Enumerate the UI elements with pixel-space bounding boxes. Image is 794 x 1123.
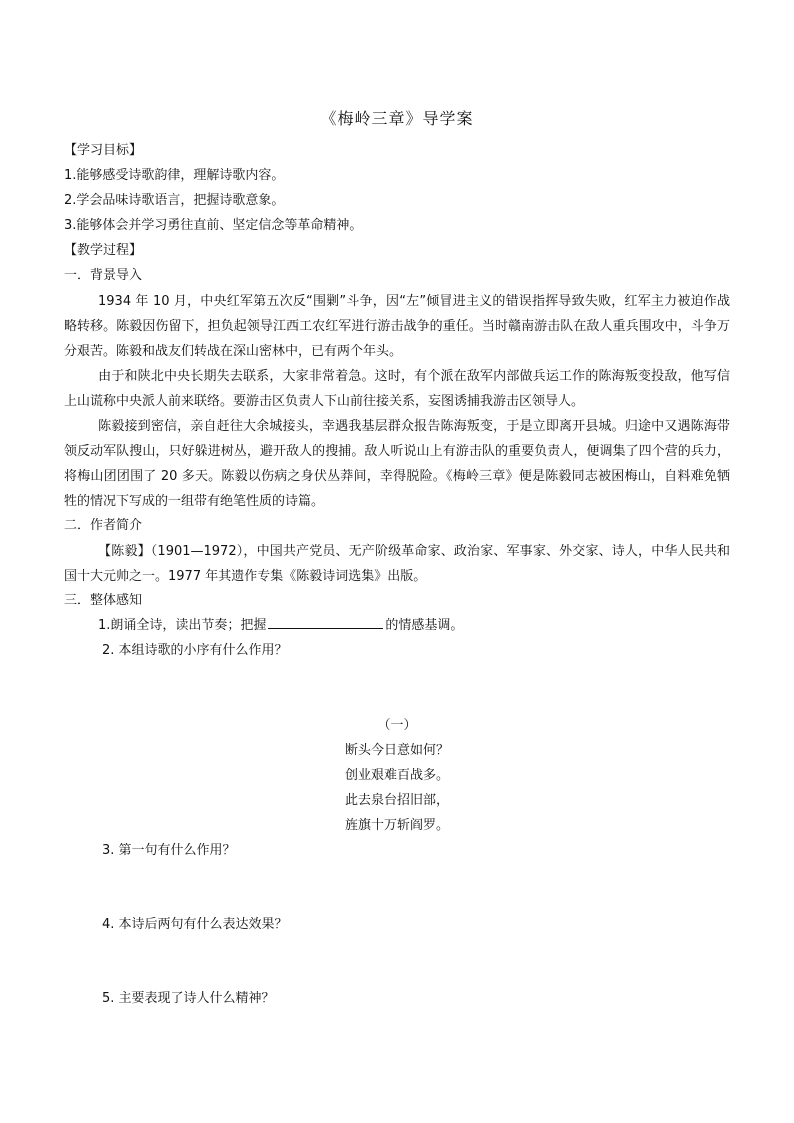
question-3: 3. 第一句有什么作用？ (102, 843, 236, 858)
goal-item-2: 2.学会品味诗歌语言，把握诗歌意象。 (64, 193, 285, 208)
goals-heading: 【学习目标】 (64, 143, 143, 158)
background-paragraph-2-text: 由于和陕北中央长期失去联系，大家非常着急。这时，有个派在敌军内部做兵运工作的陈海叛变投敌，他写信上山谎称中央派人前来联络。要游击区负责人下山前往接关系，妄图诱捕我游击区领导人。 (64, 369, 730, 409)
question-1-suffix: 的情感基调。 (385, 618, 464, 633)
background-paragraph-3 (64, 414, 730, 514)
poem-number: （一） (377, 718, 417, 733)
author-name-label: 【陈毅】 (98, 544, 151, 559)
question-1-prefix: 1.朗诵全诗，读出节奏；把握 (98, 618, 267, 633)
author-bio-text: （1901—1972），中国共产党员、无产阶级革命家、政治家、军事家、外交家、诗人，中华人民共和国十大元帅之一。1977 年其遗作专集《陈毅诗词选集》出版。 (64, 544, 730, 584)
page-title: 《梅岭三章》导学案 (320, 109, 474, 128)
poem-line-2: 创业艰难百战多。 (344, 768, 449, 783)
question-4: 4. 本诗后两句有什么表达效果？ (102, 917, 288, 932)
background-paragraph-1 (64, 289, 730, 364)
section2-heading: 二．作者简介 (64, 518, 143, 533)
goal-item-3: 3.能够体会并学习勇往直前、坚定信念等革命精神。 (64, 218, 363, 233)
question-2: 2. 本组诗歌的小序有什么作用？ (102, 643, 288, 658)
poem-line-4: 旌旗十万斩阎罗。 (344, 818, 449, 833)
background-paragraph-1-text: 1934 年 10 月，中央红军第五次反“围剿”斗争，因“左”倾冒进主义的错误指挥导致失败，红军主力被迫作战略转移。陈毅因伤留下，担负起领导江西工农红军进行游击战争的重任。当时赣南游击队在敌人重兵围攻中，斗争万分艰苦。陈毅和战友们转战在深山密林中，已有两个年头。 (64, 294, 730, 359)
background-paragraph-3-text: 陈毅接到密信，亲自赶往大余城接头，幸遇我基层群众报告陈海叛变，于是立即离开县城。归途中又遇陈海带领反动军队搜山，只好躲进树丛，避开敌人的搜捕。敌人听说山上有游击队的重要负责人，便调集了四个营的兵力，将梅山团团围了 20 多天。陈毅以伤病之身伏丛莽间，幸得脱险。《梅岭三章》便是陈毅同志被困梅山，自料难免牺牲的情况下写成的一组带有绝笔性质的诗篇。 (64, 419, 730, 509)
background-paragraph-2 (64, 364, 730, 414)
poem-line-1: 断头今日意如何？ (344, 743, 449, 758)
goal-item-1: 1.能够感受诗歌韵律，理解诗歌内容。 (64, 168, 285, 183)
section3-heading: 三．整体感知 (64, 593, 143, 608)
author-bio (64, 539, 730, 589)
poem (0, 738, 794, 838)
poem-line-3: 此去泉台招旧部， (344, 793, 449, 808)
process-heading: 【教学过程】 (64, 243, 143, 258)
section1-heading: 一．背景导入 (64, 268, 143, 283)
answer-blank[interactable] (268, 614, 383, 629)
question-1 (98, 614, 768, 638)
question-5: 5. 主要表现了诗人什么精神？ (102, 991, 275, 1006)
